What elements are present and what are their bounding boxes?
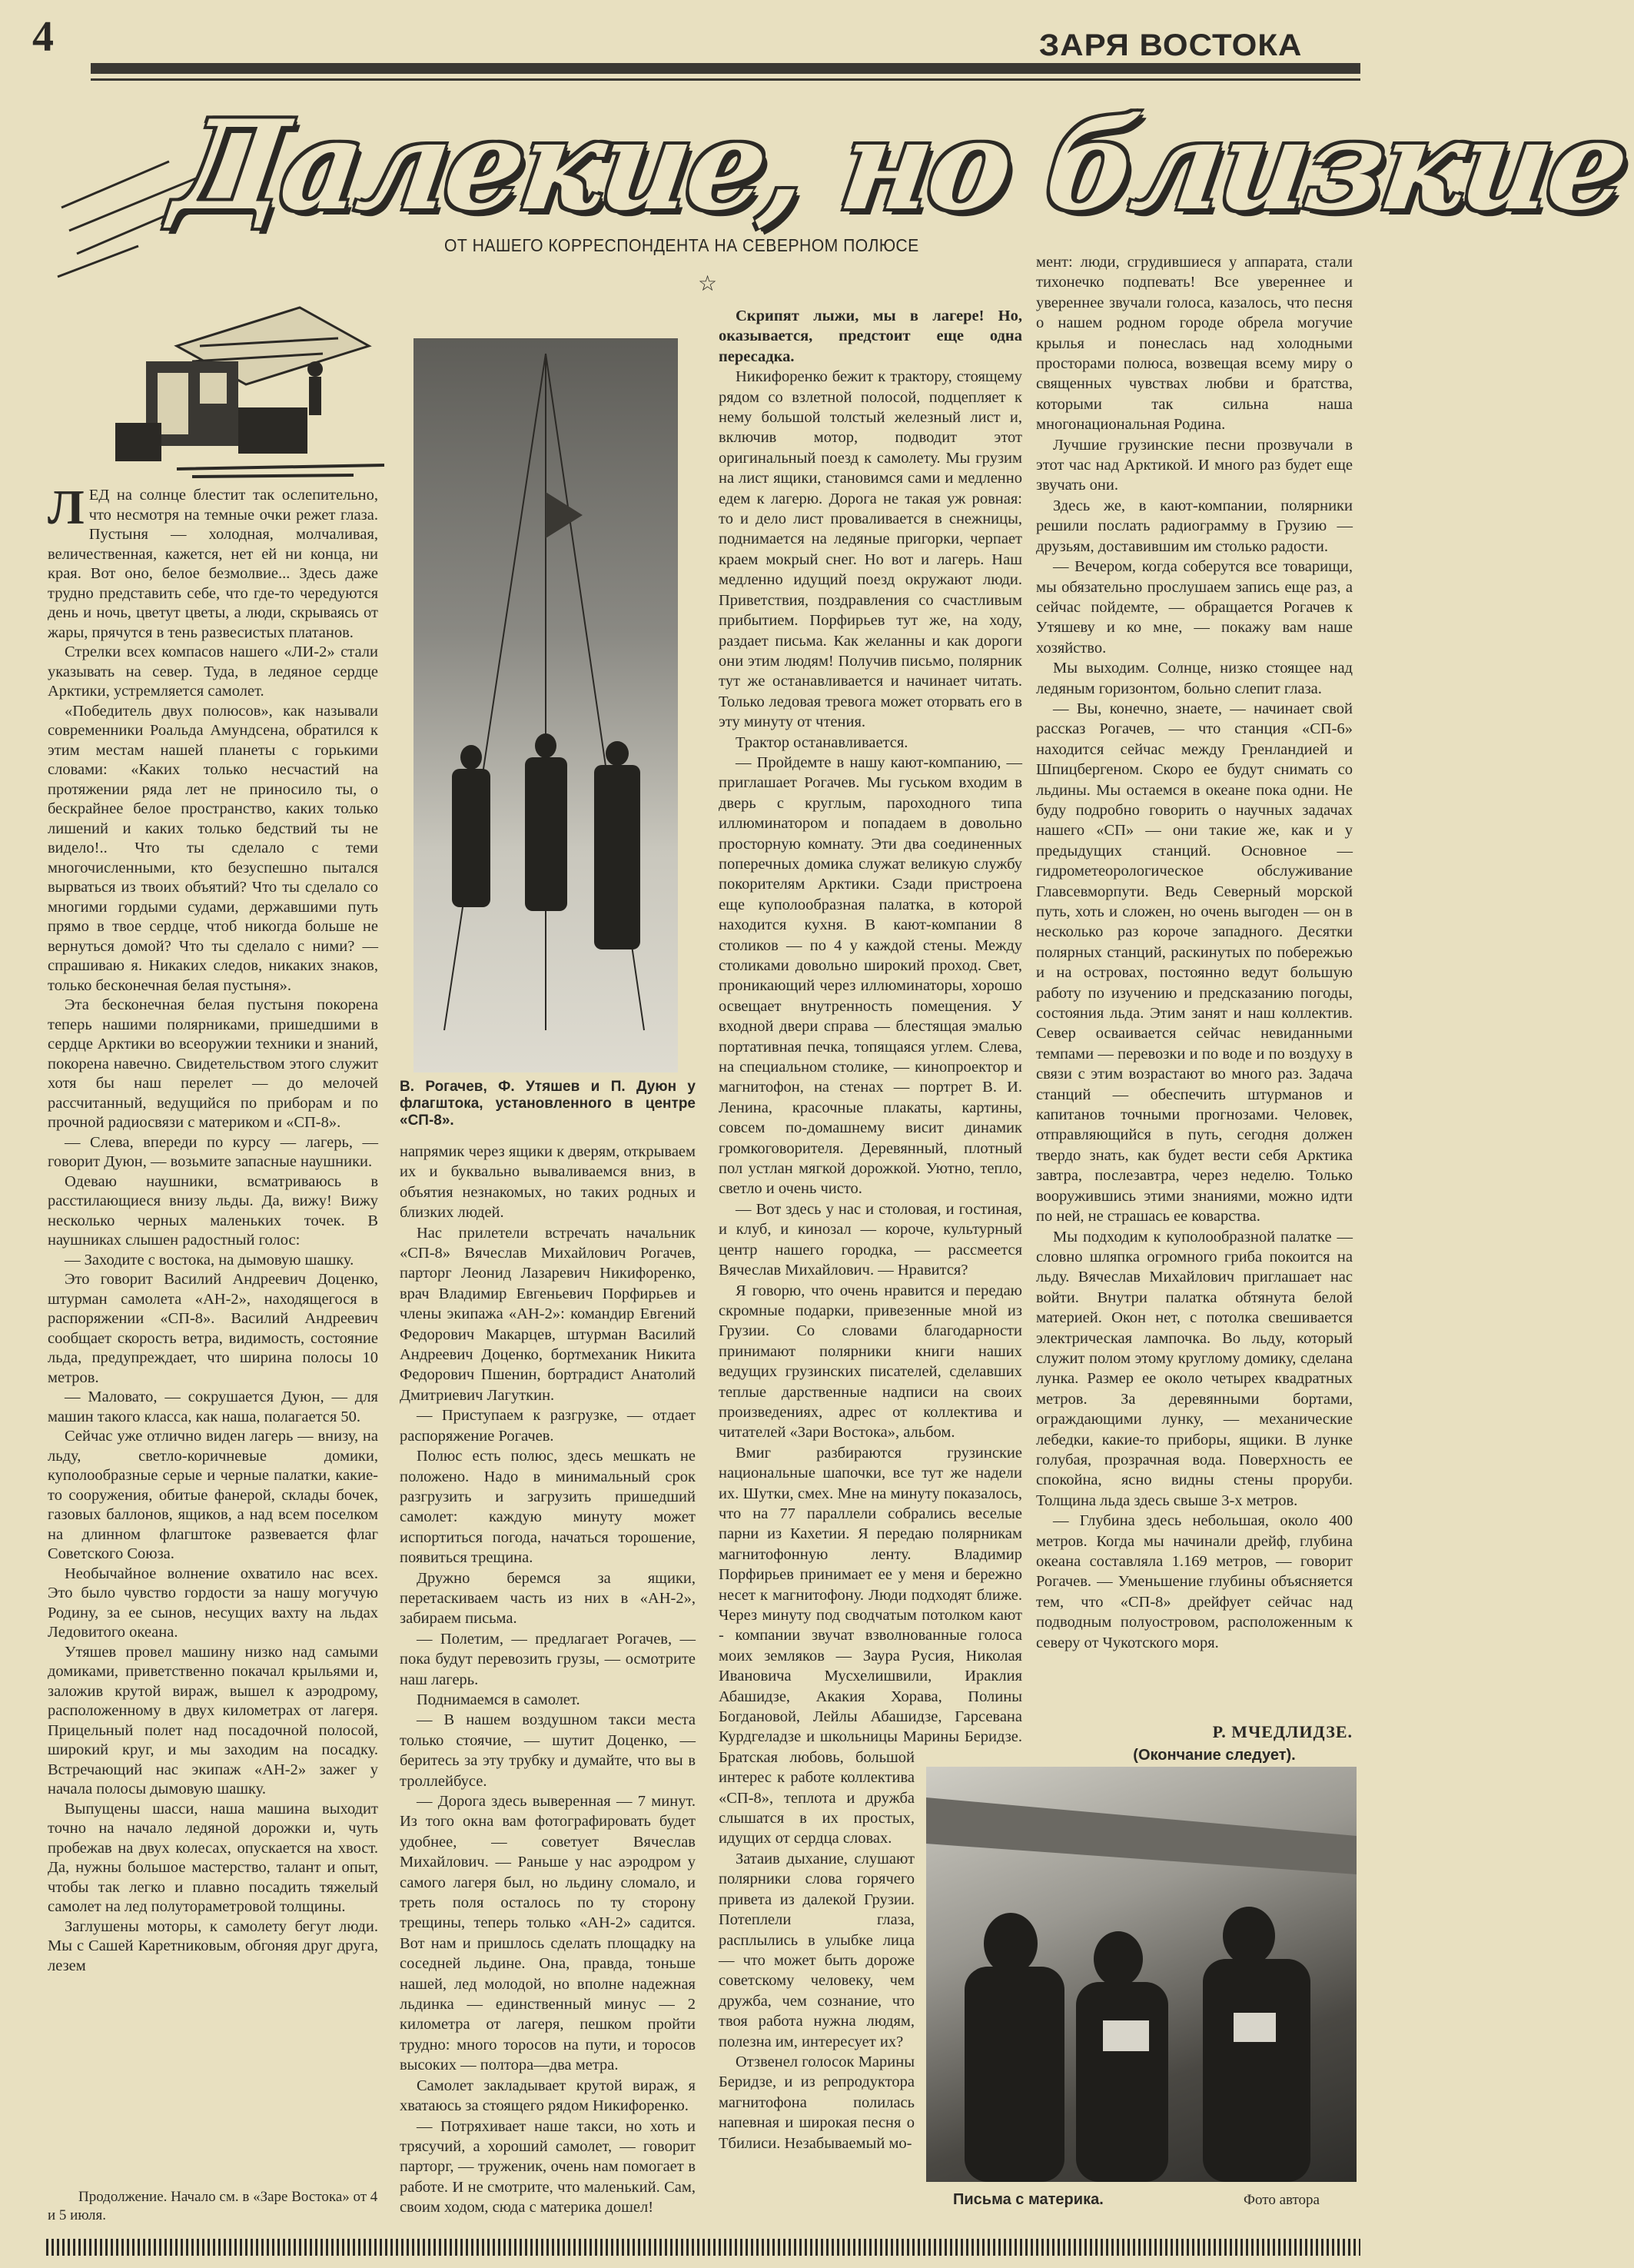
paragraph: Это говорит Василий Андреевич Доценко, штурман самолета «АН-2», находящегося в распоряжении «СП-8». Василий Андреевич сообщает скорость ветра, видимость, состояние льда, предупреждает, что ширина полосы 10 метров. xyxy=(48,1271,378,1386)
newspaper-masthead: ЗАРЯ ВОСТОКА xyxy=(1038,28,1303,62)
author-signature: Р. МЧЕДЛИДЗЕ. xyxy=(1212,1722,1353,1741)
drop-cap: Л xyxy=(48,480,85,534)
paragraph: мент: люди, сгрудившиеся у аппарата, стали тихонечко подпевать! Все увереннее и увереннее звучали голоса, казалось, что песня о нашем родном городе обрела могучие крылья и понеслась над холодными просторами полюса, возвещая всему миру о священных чувствах любви и братства, которыми так сильна наша многонациональная Родина. xyxy=(1036,254,1353,434)
page-number: 4 xyxy=(32,13,54,61)
paragraph: — В нашем воздушном такси места только стоячие, — шутит Доценко, — беритесь за эту трубку и думайте, что вы в троллейбусе. xyxy=(400,1711,696,1790)
paragraph: — Дорога здесь выверенная — 7 минут. Из того окна вам фотографировать будет удобнее, — советует Вячеслав Михайлович. — Раньше у нас аэродром у самого лагеря был, но льдину сломало, и треть поля осталось по ту сторону трещины, теперь только «АН-2» садится. Вот нам и пришлось сделать площадку на соседней льдине. Она, правда, тоньше нашей, лед молодой, но вполне надежная льдинка — единственный минус — 2 километра от лагеря, пешком пройти трудно: много торосов на пути, и торосов высоких — полтора—два метра. xyxy=(400,1793,696,2074)
paragraph: — Пройдемте в нашу кают-компанию, — приглашает Рогачев. Мы гуськом входим в дверь с круглым, пароходного типа иллюминатором и попадаем в довольно просторную комнату. Эти два соединенных поперечных домика служат великую службу покорителям Арктики. Сзади пристроена еще куполообразная палатка, в которой находится кухня. В кают-компании 8 столиков — по 4 у каждой стены. Между столиками довольно широкий проход. Свет, проникающий через иллюминаторы, хорошо освещает внутренность помещения. У входной двери справа — блестящая эмалью портативная печка, топящаяся углем. Слева, на специальном столике, — кинопроектор и магнитофон, на стенах — портрет В. И. Ленина, красочные плакаты, картины, совсем по-домашнему висит динамик громкоговорителя. Деревянный, плотный пол устлан мягкой дорожкой. Уютно, тепло, светло и очень чисто. xyxy=(719,753,1022,1198)
photo-caption: В. Рогачев, Ф. Утяшев и П. Дуюн у флагштока, установленного в центре «СП-8». xyxy=(400,1079,696,1129)
paragraph: Лучшие грузинские песни прозвучали в этот час над Арктикой. И много раз будет еще звучать они. xyxy=(1036,436,1353,494)
paragraph: Скрипят лыжи, мы в лагере! Но, оказывается, предстоит еще одна пересадка. xyxy=(719,308,1022,365)
to-be-continued-note: (Окончание следует). xyxy=(1133,1747,1296,1764)
paragraph: Трактор останавливается. xyxy=(736,733,908,751)
paragraph: Никифоренко бежит к трактору, стоящему рядом со взлетной полосой, подцепляет к нему большой толстый железный лист и, включив мотор, подводит этот оригинальный поезд к самолету. Мы грузим на лист ящики, становимся сами и медленно едем к лагерю. Дорога не такая уж ровная: то и дело лист проваливается в снежницы, поднимается на ледяные пригорки, черпает краем мокрый снег. Но вот и лагерь. Наш медленно идущий поезд окружают люди. Приветствия, поздравления со счастливым прибытием. Порфирьев тут же, на ходу, раздает письма. Как желанны и как дороги они этим людям! Получив письмо, полярник тут же останавливается и начинает читать. Только ледовая тревога может оторвать его в эту минуту от чтения. xyxy=(719,368,1022,731)
star-icon: ☆ xyxy=(698,272,718,296)
paragraph: Мы подходим к куполообразной палатке — словно шляпка огромного гриба покоится на льду. Вячеслав Михайлович приглашает нас войти. Внутри палатка обтянута белой материей. Окон нет, с потолка свешивается электрическая лампочка. Во льду, который служит полом этому круглому домику, сделана лунка. Размер ее около четырех квадратных метров. За деревянными бортами, ограждающими лунку, — механические лебедки, какие-то приборы, ящики. В лунке голубая, прозрачная вода. Поверхность ее спокойна, ясно видны стены проруби. Толщина льда здесь свыше 3-х метров. xyxy=(1036,1228,1353,1509)
article-subhead: ОТ НАШЕГО КОРРЕСПОНДЕНТА НА СЕВЕРНОМ ПОЛЮСЕ xyxy=(444,235,919,255)
paragraph: Дружно беремся за ящики, перетаскиваем часть из них в «АН-2», забираем письма. xyxy=(400,1569,696,1628)
paragraph: Отзвенел голосок Марины Беридзе, и из репродуктора магнитофона полилась напевная и широкая песня о Тбилиси. Незабываемый мо- xyxy=(719,2053,915,2152)
paragraph: — Вот здесь у нас и столовая, и гостиная, и клуб, и кинозал — короче, культурный центр нашего городка, — рассмеется Вячеслав Михайлович. — Нравится? xyxy=(719,1200,1022,1279)
paragraph: Нас прилетели встречать начальник «СП-8» Вячеслав Михайлович Рогачев, парторг Леонид Лазаревич Никифоренко, врач Владимир Евгеньевич Порфирьев и члены экипажа «АН-2»: командир Евгений Федорович Макарцев, штурман Василий Андреевич Доценко, бортмеханик Никита Федорович Пшенин, бортрадист Анатолий Дмитриевич Лагуткин. xyxy=(400,1224,696,1404)
paragraph: — Глубина здесь небольшая, около 400 метров. Когда мы начинали дрейф, глубина океана составляла 1.169 метров, — говорит Рогачев. — Уменьшение глубины объясняется тем, что «СП-8» дрейфует сейчас над подводным полуостровом, расположенным к северу от Чукотского моря. xyxy=(1036,1512,1353,1651)
paragraph: — Заходите с востока, на дымовую шашку. xyxy=(65,1251,354,1269)
paragraph: Эта бесконечная белая пустыня покорена теперь нашими полярниками, пришедшими в сердце Арктики во всеоружии техники и знаний, покорена навечно. Свидетельством этого служит хотя бы наш перелет — до мелочей рассчитанный, ведущийся по приборам и по прочной радиосвязи с материком и «СП-8». xyxy=(48,996,378,1131)
paragraph: Поднимаемся в самолет. xyxy=(417,1691,580,1708)
photo-letters-from-mainland xyxy=(926,1767,1357,2182)
paragraph xyxy=(48,480,378,643)
paragraph-text: ЕД на солнце блестит так ослепительно, что несмотря на темные очки режет глаза. Пустыня — холодная, молчаливая, величественная, кажется, нет ей ни конца, ни края. Вот оно, белое безмолвие... Здесь даже трудно представить себе, что где-то чередуются день и ночь, цветут цветы, а люди, скрываясь от жары, прячутся в тень развесистых платанов. xyxy=(48,487,378,641)
paragraph: напрямик через ящики к дверям, открываем их и буквально вываливаемся вниз, в объятия незнакомых, но таких родных и близких людей. xyxy=(400,1143,696,1222)
paragraph: Стрелки всех компасов нашего «ЛИ-2» стали указывать на север. Туда, в ледяное сердце Арктики, устремляется самолет. xyxy=(48,643,378,700)
bottom-decorative-rule xyxy=(46,2239,1360,2256)
paragraph: Самолет закладывает крутой вираж, я хватаюсь за стоящего рядом Никифоренко. xyxy=(400,2077,696,2115)
paragraph: Заглушены моторы, к самолету бегут люди. Мы с Сашей Каретниковым, обгоняя друг друга, лезем xyxy=(48,1917,378,1974)
paragraph: — Приступаем к разгрузке, — отдает распоряжение Рогачев. xyxy=(400,1407,696,1445)
paragraph: Мы выходим. Солнце, низко стоящее над ледяным горизонтом, больно слепит глаза. xyxy=(1036,660,1353,697)
column-1 xyxy=(48,480,378,2185)
header-rule-thin xyxy=(91,78,1360,81)
paragraph: Затаив дыхание, слушают полярники слова горячего привета из далекой Грузии. Потеплели глаза, расплылись в улыбке лица — что может быть дороже советскому человеку, чем дружба, чем сознание, что твоя работа нужна людям, полезна им, интересует их? xyxy=(719,1850,915,2050)
paragraph: — Слева, впереди по курсу — лагерь, — говорит Дуюн, — возьмите запасные наушники. xyxy=(48,1133,378,1170)
photo-polar-explorers-at-flagpole xyxy=(413,338,678,1072)
continuation-note: Продолжение. Начало см. в «Заре Востока» от 4 и 5 июля. xyxy=(48,2189,378,2223)
paragraph: — Маловато, — сокрушается Дуюн, — для машин такого класса, как наша, полагается 50. xyxy=(48,1388,378,1425)
paragraph: Полюс есть полюс, здесь мешкать не положено. Надо в минимальный срок разгрузить и загрузить пришедший самолет: каждую минуту может испортиться погода, начаться торошение, появиться трещина. xyxy=(400,1448,696,1567)
header-rule xyxy=(91,63,1360,74)
paragraph: Выпущены шасси, наша машина выходит точно на начало ледяной дорожки и, чуть пробежав на двух колесах, опускается на хвост. Да, нужны большое мастерство, талант и опыт, чтобы так легко и плавно посадить тяжелый самолет на лед полутораметровой толщины. xyxy=(48,1800,378,1915)
photo-credit: Фото автора xyxy=(1244,2192,1320,2208)
paragraph: — Потряхивает наше такси, но хоть и трясучий, а хороший самолет, — говорит парторг, — труженик, очень нам помогает в работе. И не смотрите, что маленький. Сам, своим ходом, сюда с материка дошел! xyxy=(400,2117,696,2216)
paragraph: Здесь же, в кают-компании, полярники решили послать радиограмму в Грузию — друзьям, доставившим им столько радости. xyxy=(1036,497,1353,555)
column-2 xyxy=(400,1142,696,2216)
paragraph: Я говорю, что очень нравится и передаю скромные подарки, привезенные мной из Грузии. Со словами благодарности принимают полярники книги наших ведущих грузинских писателей, сделавших теплые дарственные надписи на своих произведениях, адрес от коллектива и читателей «Зари Востока», альбом. xyxy=(719,1282,1022,1442)
article-title: Далекие, но близкие xyxy=(166,93,1634,238)
paragraph: Необычайное волнение охватило нас всех. Это было чувство гордости за нашу могучую Родину, за ее сынов, несущих вахту на льдах Ледовитого океана. xyxy=(48,1565,378,1641)
paragraph: — Полетим, — предлагает Рогачев, — пока будут перевозить грузы, — осмотрите наш лагерь. xyxy=(400,1630,696,1688)
paragraph: Сейчас уже отлично виден лагерь — внизу, на льду, светло-коричневые домики, куполообразные серые и черные палатки, какие-то сооружения, обитые фанерой, склады бочек, газовых баллонов, ящиков, а над всем поселком на длинном флагштоке развевается флаг Советского Союза. xyxy=(48,1428,378,1562)
paragraph: Вмиг разбираются грузинские национальные шапочки, все тут же надели их. Шутки, смех. Мне на минуту показалось, что на 77 параллели собрались веселые парни из Кахетии. Я передаю полярникам магнитофонную ленту. Владимир Порфирьев принимает ее у меня и бережно несет к магнитофону. Люди подходят ближе. Через минуту под сводчатым потолком кают - компании звучат взволнованные голоса моих земляков — Заура Русия, Николая Ивановича Мусхелишвили, Ираклия Абашидзе, Акакия Хорава, Полины Богдановой, Лейлы Абашидзе, Гарсевана Курдгеладзе и школьницы Марины Беридзе. Братская любовь, большой интерес к работе коллектива «СП-8», теплота и дружба слышатся в их простых, идущих от сердца словах. xyxy=(719,1444,1022,1847)
paragraph: Утяшев провел машину низко над самыми домиками, приветственно покачал крыльями и, заложив крутой вираж, вышел к аэродрому, расположенному в двух километрах от лагеря. Прицельный полет над посадочной полосой, широкий круг, и мы заходим на посадку. Встречающий нас экипаж «АН-2» зажег у начала полосы дымовую шашку. xyxy=(48,1643,378,1797)
paragraph: — Вы, конечно, знаете, — начинает свой рассказ Рогачев, — что станция «СП-6» находится сейчас между Гренландией и Шпицбергеном. Скоро ее будут снимать со льдины. Мы остаемся в океане пока одни. Не буду подробно говорить о научных задачах нашего «СП» — они такие же, как и у предыдущих станций. Основное — гидрометеорологическое обслуживание Главсевморпути. Ведь Северный морской путь, хоть и сложен, но очень выгоден — он в несколько раз короче западного. Десятки полярных станций, раскинутых по побережью и на островах, постоянно ведут большую работу по изучению и предсказанию погоды, состояния льда. Этим занят и наш коллектив. Север осваивается сейчас невиданными темпами — перевозки и по воде и по воздуху в связи с этим возрастают во много раз. Задача станций — обеспечить штурманов и капитанов точными прогнозами. Человек, отправляющийся в путь, сегодня должен твердо знать, как будет вести себя Арктика завтра, послезавтра, через неделю. Только вооружившись этими знаниями, можно идти по ней, не страшась ее коварства. xyxy=(1036,700,1353,1225)
paragraph: «Победитель двух полюсов», как называли современники Роальда Амундсена, обратился к этим местам нашей планеты с горькими словами: «Каких только несчастий на протяжении ряда лет не приносило ты, о бескрайнее белое пространство, каких только лишений и каких только бедствий ты не видело!.. Что ты сделало с теми многочисленными, кто безуспешно пытался вырваться из твоих объятий? Что ты сделало со многими гордыми судами, державшими путь прямо в твое сердце, чтоб никогда больше не вернуться домой? Что ты сделало с ними? — спрашиваю я. Никаких следов, никаких знаков, только бесконечная белая пустыня». xyxy=(48,702,378,994)
column-4 xyxy=(1036,252,1353,1721)
paragraph: — Вечером, когда соберутся все товарищи, мы обязательно прослушаем запись еще раз, а сейчас пойдемте, — обращается Рогачев к Утяшеву и ко мне, — покажу вам наше хозяйство. xyxy=(1036,558,1353,657)
paragraph: Одеваю наушники, всматриваюсь в расстилающиеся внизу льды. Да, вижу! Вижу несколько черных маленьких точек. В наушниках слышен радостный голос: xyxy=(48,1172,378,1249)
photo-caption: Письма с материка. xyxy=(953,2191,1104,2208)
